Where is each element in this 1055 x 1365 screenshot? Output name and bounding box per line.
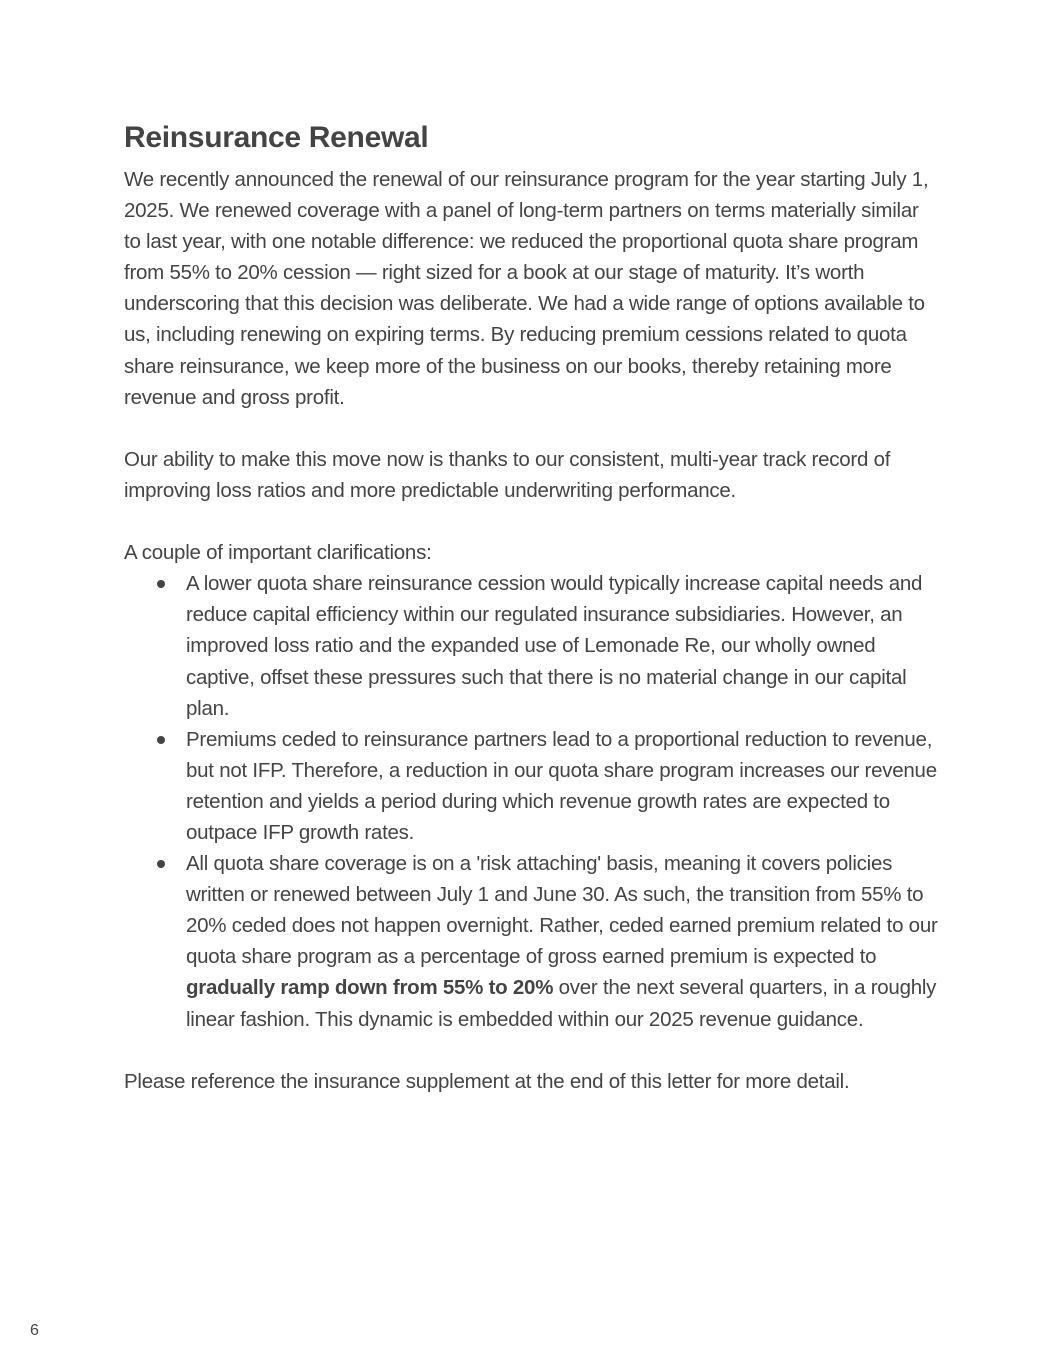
list-item-text: Premiums ceded to reinsurance partners lead to a proportional reduction to revenue, but not IFP. Therefore, a reduction in our quota share program increases our revenue retention and yields a period during which revenue growth rates are expected to outpace IFP growth rates. — [186, 727, 937, 844]
clarifications-list — [124, 568, 939, 1034]
list-item — [124, 724, 939, 848]
list-item-bold-emphasis: gradually ramp down from 55% to 20% — [186, 976, 554, 1000]
bullet-icon — [157, 860, 165, 868]
paragraph-supplement-reference: Please reference the insurance supplement at the end of this letter for more detail. — [124, 1069, 850, 1093]
paragraph-spacer — [124, 1035, 939, 1066]
paragraph-spacer — [124, 413, 939, 444]
page-number: 6 — [30, 1322, 39, 1339]
list-item-text-before: All quota share coverage is on a 'risk attaching' basis, meaning it covers policies written or renewed between July 1 and June 30. As such, the transition from 55% to 20% ceded does not happen overnight. Rather, ceded earned premium related to our quota share program as a percentage of gross earned premium is expected to — [186, 852, 938, 969]
paragraph-clarifications-intro: A couple of important clarifications: — [124, 541, 432, 565]
list-item — [124, 568, 939, 723]
list-item-text-after: over the next several quarters, in a roughly linear fashion. This dynamic is embedded within our 2025 revenue guidance. — [186, 976, 937, 1031]
bullet-icon — [157, 580, 165, 588]
list-item-text: A lower quota share reinsurance cession would typically increase capital needs and reduce capital efficiency within our regulated insurance subsidiaries. However, an improved loss ratio and the expanded use of Lemonade Re, our wholly owned captive, offset these pressures such that there is no material change in our capital plan. — [186, 572, 923, 720]
paragraph-track-record: Our ability to make this move now is thanks to our consistent, multi-year track record of improving loss ratios and more predictable underwriting performance. — [124, 447, 891, 502]
paragraph-renewal-announcement: We recently announced the renewal of our reinsurance program for the year starting July 1, 2025. We renewed coverage with a panel of long-term partners on terms materially similar to last year, with one notable difference: we reduced the proportional quota share program from 55% to 20% cession — right sized for a book at our stage of maturity. It’s worth underscoring that this decision was deliberate. We had a wide range of options available to us, including renewing on expiring terms. By reducing premium cessions related to quota share reinsurance, we keep more of the business on our books, thereby retaining more revenue and gross profit. — [124, 168, 929, 409]
list-item — [124, 848, 939, 1035]
bullet-icon — [157, 736, 165, 744]
document-body — [124, 118, 939, 1097]
paragraph-spacer — [124, 506, 939, 537]
section-heading: Reinsurance Renewal — [124, 121, 429, 154]
